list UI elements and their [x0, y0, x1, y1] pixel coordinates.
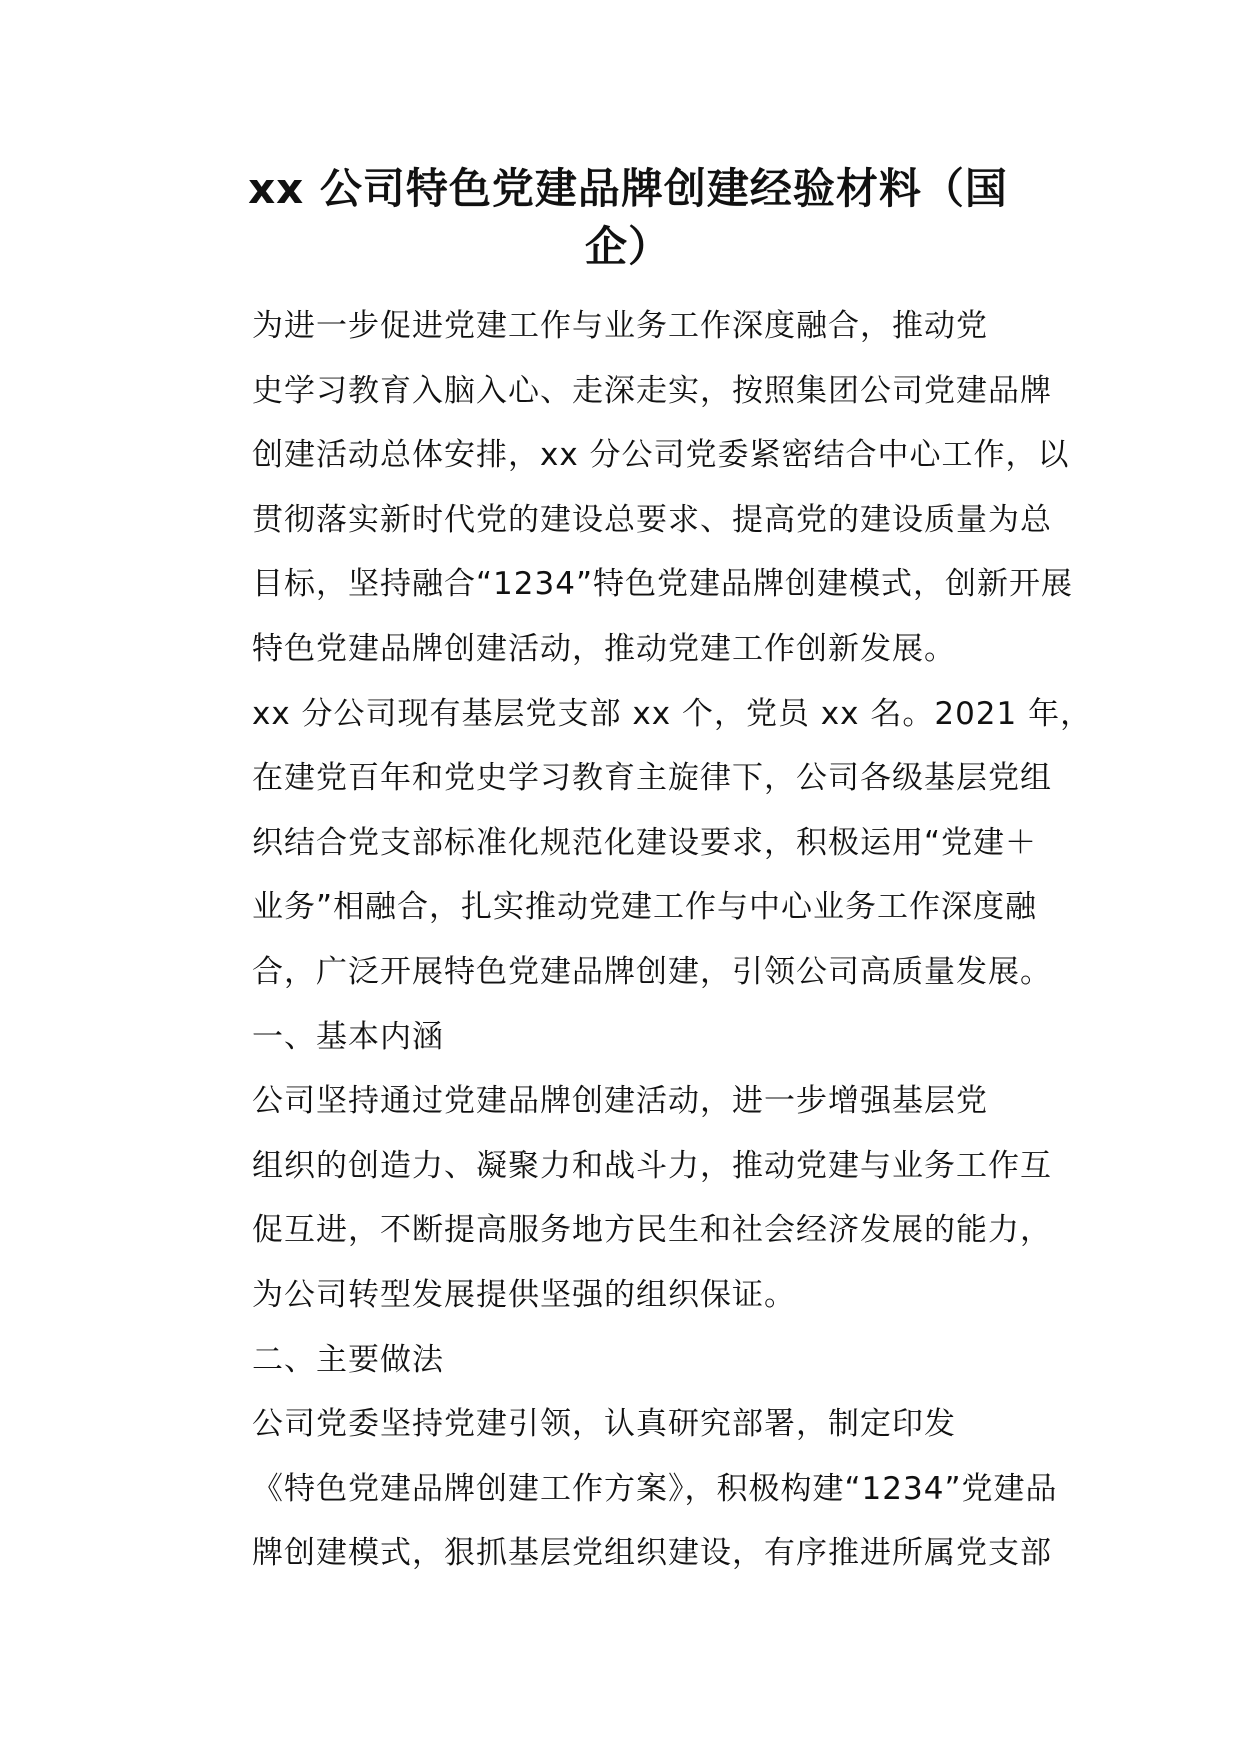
- text-line: 合，广泛开展特色党建品牌创建，引领公司高质量发展。: [252, 953, 1052, 990]
- document-title: [188, 160, 1068, 276]
- text-line: 一、基本内涵: [252, 1018, 444, 1055]
- paragraph-intro: [188, 294, 1074, 682]
- paragraph-overview: [188, 682, 1093, 1005]
- text-line: 特色党建品牌创建活动，推动党建工作创新发展。: [252, 630, 956, 667]
- text-line: xx 分公司现有基层党支部 xx 个，党员 xx 名。2021 年，: [252, 695, 1093, 732]
- text-line: 《特色党建品牌创建工作方案》，积极构建“1234”党建品: [252, 1470, 1058, 1507]
- text-line: 组织的创造力、凝聚力和战斗力，推动党建与业务工作互: [252, 1147, 1052, 1184]
- section-heading-basic: [188, 1005, 1068, 1070]
- title-line: 企）: [584, 222, 671, 271]
- text-line: 贯彻落实新时代党的建设总要求、提高党的建设质量为总: [252, 501, 1052, 538]
- text-line: 公司党委坚持党建引领，认真研究部署，制定印发: [252, 1406, 956, 1443]
- text-line: 为进一步促进党建工作与业务工作深度融合，推动党: [252, 308, 988, 344]
- text-line: 公司坚持通过党建品牌创建活动，进一步增强基层党: [252, 1083, 988, 1120]
- text-line: 织结合党支部标准化规范化建设要求，积极运用“党建＋: [252, 824, 1038, 861]
- text-line: 史学习教育入脑入心、走深走实，按照集团公司党建品牌: [252, 372, 1052, 409]
- text-line: 二、主要做法: [252, 1341, 444, 1378]
- paragraph-practice: [188, 1392, 1068, 1586]
- text-line: 牌创建模式，狠抓基层党组织建设，有序推进所属党支部: [252, 1535, 1052, 1572]
- text-line: 创建活动总体安排，xx 分公司党委紧密结合中心工作，以: [252, 437, 1070, 474]
- text-line: 目标，坚持融合“1234”特色党建品牌创建模式，创新开展: [252, 566, 1074, 603]
- text-line: 促互进，不断提高服务地方民生和社会经济发展的能力，: [252, 1212, 1052, 1249]
- title-line: xx 公司特色党建品牌创建经验材料（国: [248, 164, 1008, 213]
- section-heading-practice: [188, 1328, 1068, 1393]
- document-page: [188, 160, 1093, 1586]
- document-body: [188, 294, 1093, 1586]
- text-line: 在建党百年和党史学习教育主旋律下，公司各级基层党组: [252, 760, 1052, 797]
- paragraph-basic: [188, 1069, 1068, 1327]
- text-line: 为公司转型发展提供坚强的组织保证。: [252, 1276, 796, 1313]
- text-line: 业务”相融合，扎实推动党建工作与中心业务工作深度融: [252, 889, 1038, 926]
